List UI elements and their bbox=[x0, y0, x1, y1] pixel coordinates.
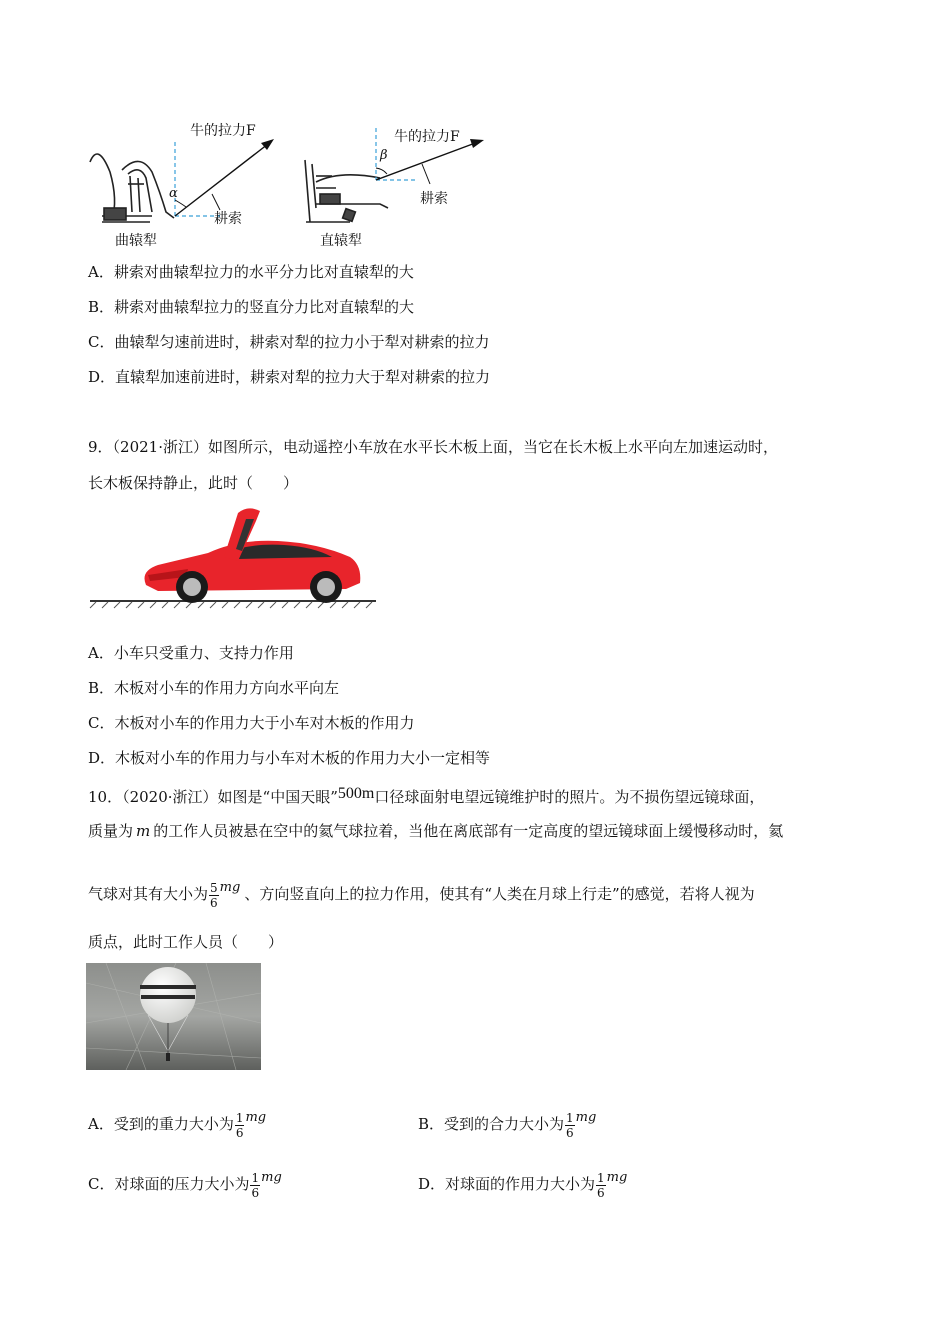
mg-symbol: mg bbox=[575, 1110, 597, 1125]
mg-symbol: mg bbox=[606, 1170, 628, 1185]
q10-stem-line2-b: 的工作人员被悬在空中的氦气球拉着，当他在离底部有一定高度的望远镜球面上缓慢移动时，氦 bbox=[153, 822, 784, 840]
straight-angle-label: β bbox=[380, 148, 388, 163]
q9-stem-line1: 9．（2021·浙江）如图所示，电动遥控小车放在水平长木板上面，当它在长木板上水平向左加速运动时， bbox=[88, 438, 778, 456]
fraction-one-sixth bbox=[235, 1111, 245, 1140]
q10-option-b bbox=[418, 1100, 596, 1142]
plough-figure bbox=[80, 112, 500, 252]
fraction-denominator: 6 bbox=[210, 895, 218, 910]
q9-option-b: B．木板对小车的作用力方向水平向左 bbox=[88, 679, 340, 697]
fraction-denominator: 6 bbox=[566, 1125, 574, 1140]
fraction-denominator: 6 bbox=[597, 1185, 605, 1200]
q10-stem-line4: 质点，此时工作人员（ ） bbox=[88, 933, 284, 951]
q8-option-a: A．耕索对曲辕犁拉力的水平分力比对直辕犁的大 bbox=[88, 263, 414, 281]
q10-stem-line1 bbox=[88, 784, 764, 807]
fraction-denominator: 6 bbox=[251, 1185, 260, 1200]
q10-option-c-text: C．对球面的压力大小为 bbox=[88, 1175, 250, 1193]
q8-option-b: B．耕索对曲辕犁拉力的竖直分力比对直辕犁的大 bbox=[88, 298, 415, 316]
fraction-numerator: 1 bbox=[566, 1110, 574, 1125]
q10-option-d bbox=[418, 1160, 627, 1202]
curved-force-label: 牛的拉力F bbox=[190, 123, 256, 139]
q10-stem-part-b: 口径球面射电望远镜维护时的照片。为不损伤望远镜球面， bbox=[374, 788, 765, 806]
straight-force-label: 牛的拉力F bbox=[394, 129, 460, 145]
q9-option-a: A．小车只受重力、支持力作用 bbox=[88, 644, 294, 662]
q9-stem-line2: 长木板保持静止，此时（ ） bbox=[88, 474, 299, 492]
q10-stem-part-a: 10．（2020·浙江）如图是“中国天眼” bbox=[88, 788, 338, 806]
q8-option-d: D．直辕犁加速前进时，耕索对犁的拉力大于犁对耕索的拉力 bbox=[88, 368, 491, 386]
straight-plough-caption: 直辕犁 bbox=[320, 233, 362, 249]
q10-option-a bbox=[88, 1100, 266, 1142]
curved-force-arrow bbox=[175, 144, 268, 216]
straight-rope-label: 耕索 bbox=[420, 191, 448, 207]
q10-option-a-text: A．受到的重力大小为 bbox=[88, 1115, 234, 1133]
q9-option-d: D．木板对小车的作用力与小车对木板的作用力大小一定相等 bbox=[88, 749, 491, 767]
red-car-image bbox=[88, 505, 378, 609]
fraction-denominator: 6 bbox=[235, 1125, 244, 1140]
straight-plough-drawing bbox=[305, 160, 388, 222]
curved-rope-label: 耕索 bbox=[214, 211, 242, 227]
fraction-numerator: 1 bbox=[251, 1170, 260, 1185]
q8-option-c: C．曲辕犁匀速前进时，耕索对犁的拉力小于犁对耕索的拉力 bbox=[88, 333, 490, 351]
q10-option-c bbox=[88, 1160, 282, 1202]
fraction-numerator: 5 bbox=[210, 880, 218, 895]
q10-aperture: 500m bbox=[337, 785, 375, 802]
curved-angle-label: α bbox=[169, 186, 178, 201]
q10-mass-symbol: m bbox=[136, 822, 151, 840]
q10-option-b-text: B．受到的合力大小为 bbox=[418, 1115, 565, 1133]
mg-symbol: mg bbox=[219, 880, 241, 895]
curved-plough-drawing bbox=[90, 154, 174, 222]
q10-stem-line3-a: 气球对其有大小为 bbox=[88, 885, 209, 903]
mg-symbol: mg bbox=[261, 1170, 282, 1185]
balloon-photo bbox=[86, 963, 261, 1070]
mg-symbol: mg bbox=[245, 1110, 267, 1125]
straight-force-arrow bbox=[376, 142, 478, 180]
fraction-one-sixth bbox=[596, 1171, 606, 1200]
fraction-numerator: 1 bbox=[597, 1170, 605, 1185]
q10-stem-line3 bbox=[88, 870, 755, 912]
fraction-numerator: 1 bbox=[235, 1110, 244, 1125]
q10-stem-line2-a: 质量为 bbox=[88, 822, 134, 840]
q10-stem-line3-b: 、方向竖直向上的拉力作用，使其有“人类在月球上行走”的感觉，若将人视为 bbox=[244, 885, 755, 903]
q10-option-d-text: D．对球面的作用力大小为 bbox=[418, 1175, 596, 1193]
q10-fraction-five-sixths bbox=[209, 881, 219, 910]
curved-plough-caption: 曲辕犁 bbox=[115, 233, 157, 249]
fraction-one-sixth bbox=[565, 1111, 575, 1140]
q10-stem-line2 bbox=[88, 821, 783, 841]
fraction-one-sixth bbox=[250, 1171, 260, 1200]
q9-option-c: C．木板对小车的作用力大于小车对木板的作用力 bbox=[88, 714, 415, 732]
